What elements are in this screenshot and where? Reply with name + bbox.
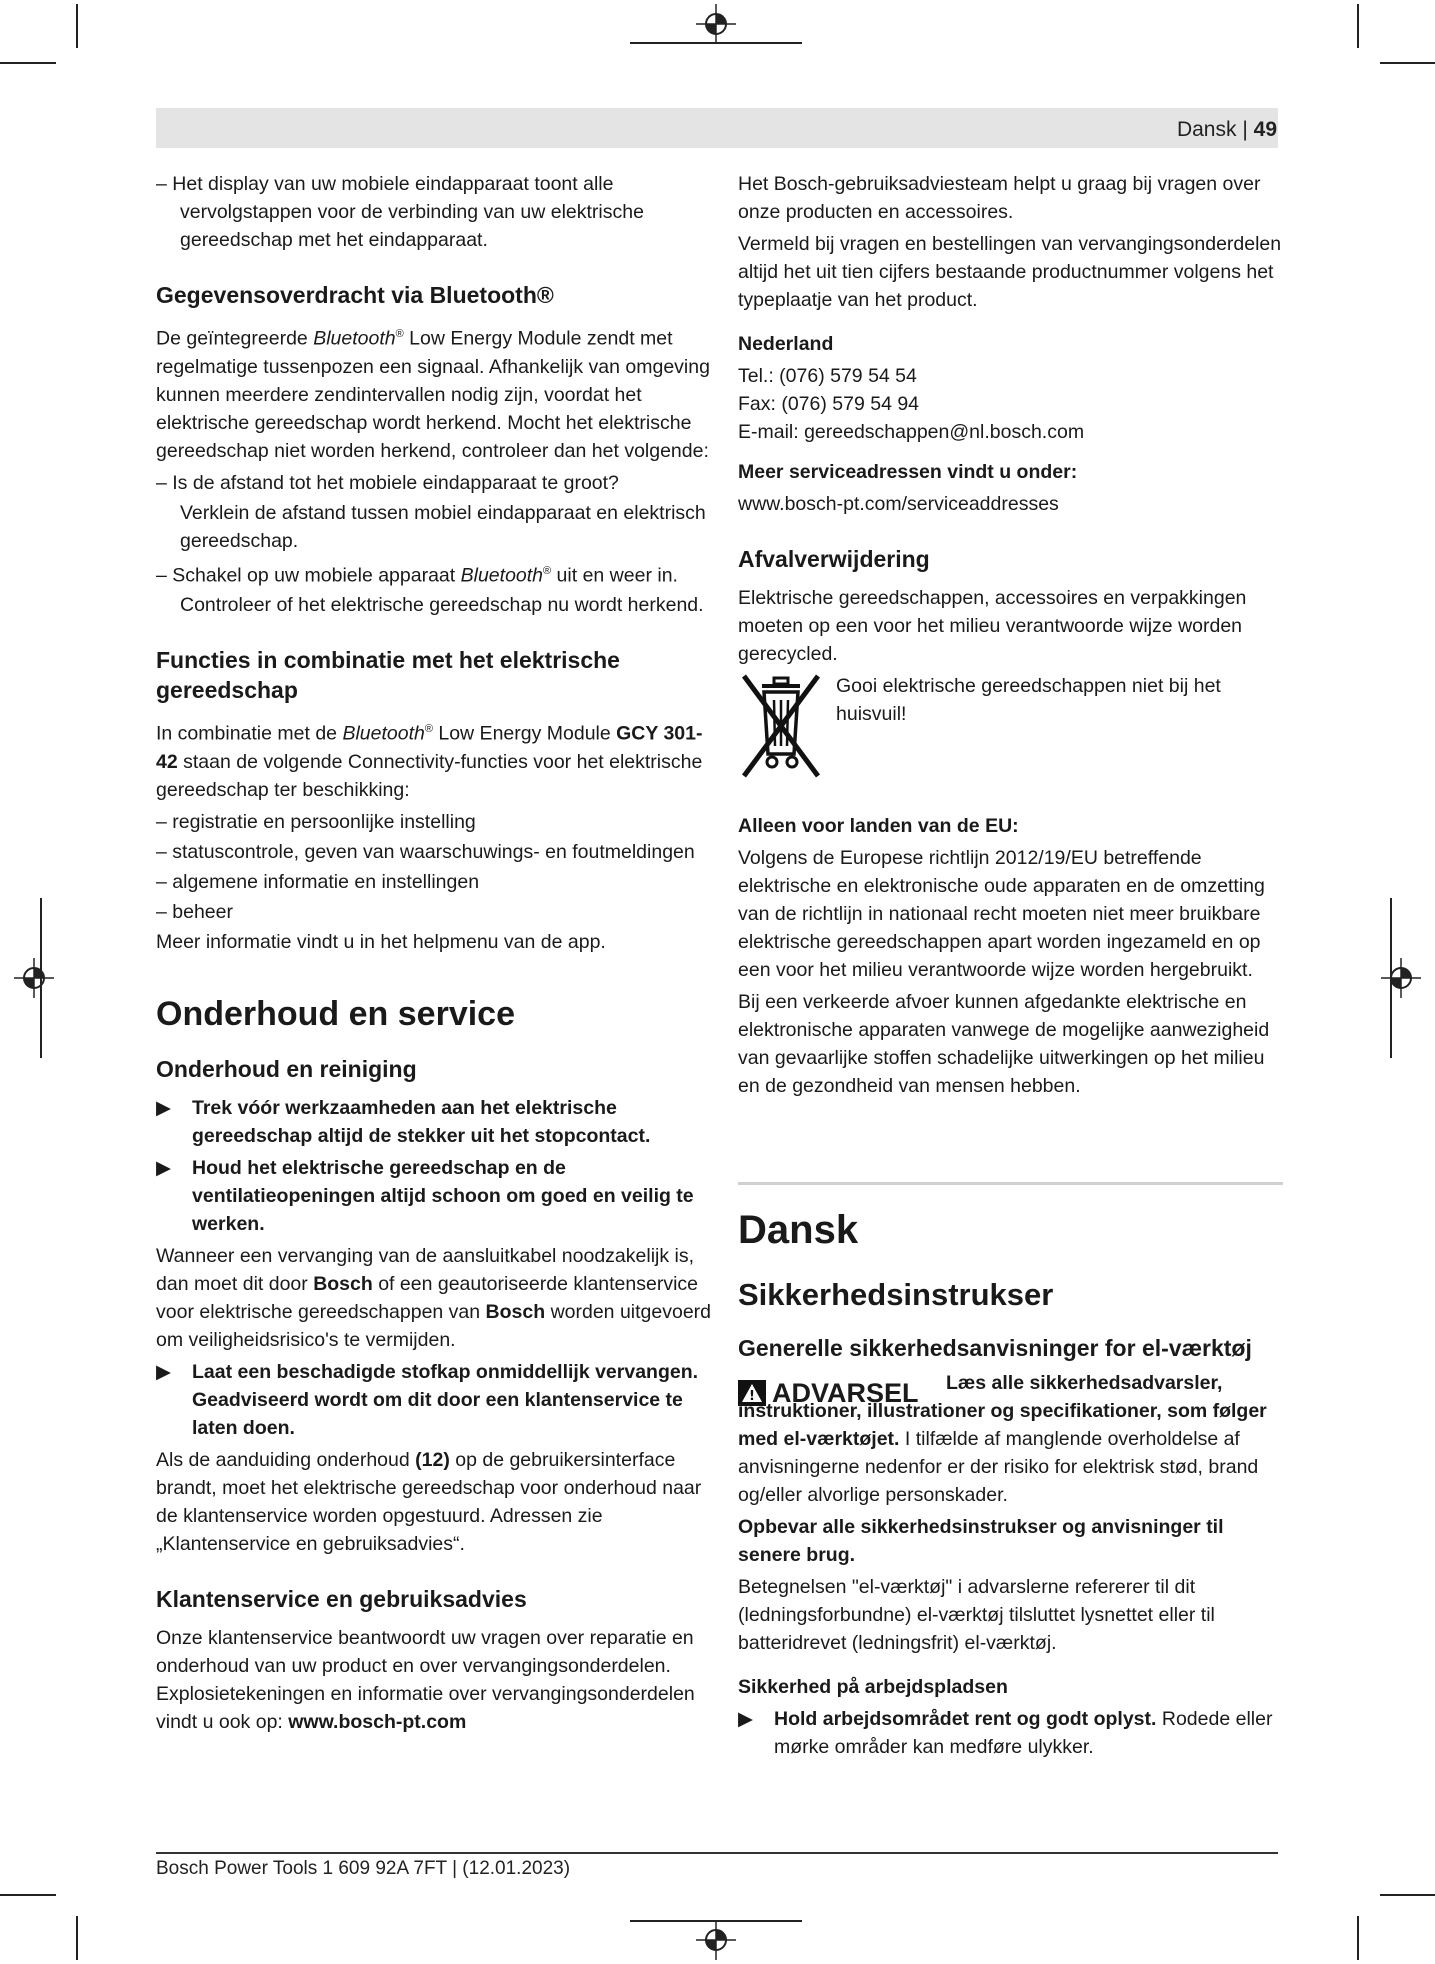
text-span: Low Energy Module zendt met regelmatige tussenpozen een signaal. Afhankelijk van omgeving kunnen meerdere zendintervallen nodig zijn, voordat het elektrische gereedschap wordt herkend. Mocht het elektrische gereedschap niet worden herkend, controleer dan het volgende: [156,327,710,462]
text-span: Low Energy Module [432,722,617,745]
registration-mark-icon [696,1920,736,1960]
country-label: Nederland [738,333,834,355]
text-span: staan de volgende Connectivity-functies voor het elektrische gereedschap ter beschikking: [156,750,703,801]
crop-mark [76,1916,78,1960]
bt-item-1: – Is de afstand tot het mobiele eindapparaat te groot? [156,471,619,494]
bt-item-2 [156,557,711,590]
cleaning-warning-3 [156,1358,711,1442]
bt-heading: Gegevensoverdracht via Bluetooth® [156,282,554,308]
header-language: Dansk [1176,118,1237,141]
bt-item-1-detail: Verklein de afstand tussen mobiel eindapparaat en elektrisch gereedschap. [180,501,706,552]
eu-paragraph-1: Volgens de Europese richtlijn 2012/19/EU betreffende elektrische en elektronische oude apparaten en de omzetting van de richtlijn in nationaal recht moeten niet meer bruikbare elektrische gereedschappen apart worden ingezameld en op een voor het milieu verantwoorde wijze worden hergebruikt. [738,847,1265,981]
text-span: Rodede eller mørke områder kan medføre ulykker. [774,1708,1273,1758]
text-span: Trek vóór werkzaamheden aan het elektrische gereedschap altijd de stekker uit het stopcontact. [192,1096,651,1147]
maintenance-paragraph [156,1446,711,1558]
cleaning-warning-1 [156,1094,711,1150]
term-paragraph: Betegnelsen "el-værktøj" i advarslerne refererer til dit (ledningsforbundne) el-værktøj tilsluttet lysnettet eller til batteridrevet (ledningsfrit) el-værktøj. [738,1576,1215,1654]
registration-mark-icon [14,958,54,998]
warning-label-text: ADVARSEL [772,1378,919,1408]
warning-paragraph [738,1369,1283,1509]
section-divider [738,1182,1283,1185]
text-span: uit en weer in. [551,564,678,586]
disposal-heading: Afvalverwijdering [738,546,930,572]
cleaning-warning-2 [156,1154,711,1238]
bt-paragraph [156,320,711,465]
order-paragraph: Vermeld bij vragen en bestellingen van vervangingsonderdelen altijd het uit tien cijfers bestaande productnummer volgens het typeplaatje van het product. [738,233,1282,311]
phone-number: Tel.: (076) 579 54 54 [738,365,917,387]
crop-mark [1357,4,1359,48]
crossed-bin-icon [738,672,824,782]
text-span: of een geautoriseerde klantenservice voor elektrische gereedschappen van [156,1272,699,1323]
text-span: I tilfælde af manglende overholdelse af anvisningerne nedenfor er der risiko for elektrisk stød, brand og/eller alvorlige personskader. [738,1428,1259,1506]
arrow-icon: ▶ [156,1360,171,1383]
text-span: op de gebruikersinterface brandt, moet het elektrische gereedschap voor onderhoud naar de klantenservice worden opgestuurd. Adressen zie „Klantenservice en gebruiksadvies“. [156,1448,702,1555]
eu-paragraph-2: Bij een verkeerde afvoer kunnen afgedankte elektrische en elektronische apparaten vanwege de mogelijke aanwezigheid van gevaarlijke stoffen schadelijke uitwerkingen op het milieu en de gezondheid van mensen hebben. [738,991,1270,1097]
eu-heading: Alleen voor landen van de EU: [738,815,1019,837]
text-span: Bosch [485,1300,546,1323]
crop-mark [1380,1894,1435,1896]
bin-note: Gooi elektrische gereedschappen niet bij het huisvuil! [836,675,1221,725]
crop-mark [0,62,56,64]
text-span: ® [395,328,404,340]
page-header [1177,118,1277,142]
language-title: Dansk [738,1208,859,1252]
header-bar [156,108,1278,148]
text-span: GCY 301-42 [156,722,703,773]
func-item: – beheer [156,900,233,923]
text-span: worden uitgevoerd om veiligheidsrisico's te vermijden. [156,1300,712,1351]
registration-mark-icon [696,4,736,44]
text-span: ® [543,564,552,577]
text-span: In combinatie met de [156,722,343,745]
more-service-url-link[interactable]: www.bosch-pt.com/serviceaddresses [738,493,1059,515]
registration-mark-icon [1381,958,1421,998]
service-paragraph [156,1624,711,1736]
text-span: – Schakel op uw mobiele apparaat [156,564,461,586]
header-separator: | [1242,118,1248,141]
text-span: ® [424,723,433,735]
func-more: Meer informatie vindt u in het helpmenu van de app. [156,930,606,953]
keep-instructions: Opbevar alle sikkerhedsinstrukser og anvisninger til senere brug. [738,1516,1224,1566]
bin-note-row [738,672,1283,782]
cleaning-heading: Onderhoud en reiniging [156,1055,417,1082]
page-footer: Bosch Power Tools 1 609 92A 7FT | (12.01.2023) [156,1858,571,1879]
page-number: 49 [1253,118,1277,141]
workplace-heading: Sikkerhed på arbejdspladsen [738,1676,1008,1698]
arrow-icon: ▶ [156,1096,171,1119]
text-span: Bluetooth [342,722,425,745]
intro-item: – Het display van uw mobiele eindapparaat toont alle vervolgstappen voor de verbinding van uw elektrische gereedschap met het eindapparaat. [156,173,644,251]
text-span: (12) [415,1448,450,1471]
safety-title: Sikkerhedsinstrukser [738,1277,1054,1312]
crop-mark [1380,62,1435,64]
text-span: De geïntegreerde [156,327,314,350]
text-span: Hold arbejdsområdet rent og godt oplyst. [774,1708,1157,1730]
arrow-icon: ▶ [156,1156,171,1179]
text-span: Onze klantenservice beantwoordt uw vragen over reparatie en onderhoud van uw product en over vervangingsonderdelen. Explosietekeningen en informatie over vervangingsonderdelen vindt u ook op: [156,1626,695,1733]
text-span: Bluetooth [460,564,544,586]
cable-paragraph [156,1242,711,1354]
right-column [738,170,1283,1765]
team-paragraph: Het Bosch-gebruiksadviesteam helpt u graag bij vragen over onze producten en accessoires. [738,173,1261,223]
func-heading: Functies in combinatie met het elektrische gereedschap [156,647,620,703]
func-item: – algemene informatie en instellingen [156,870,480,893]
text-span: Bosch [313,1272,373,1295]
footer-divider [156,1852,1278,1854]
crop-mark [1357,1916,1359,1960]
crop-mark [76,4,78,48]
more-service-label: Meer serviceadressen vindt u onder: [738,461,1078,483]
warning-exclamation: ! [749,1389,755,1403]
workplace-warning [738,1705,1283,1761]
text-span: Als de aanduiding onderhoud [156,1448,416,1471]
maintenance-title: Onderhoud en service [156,994,515,1033]
service-url-link[interactable]: www.bosch-pt.com [288,1710,467,1733]
func-paragraph [156,715,711,804]
left-column [156,170,711,1740]
fax-number: Fax: (076) 579 54 94 [738,393,920,415]
crop-mark [0,1894,56,1896]
text-span: Læs alle sikkerhedsadvarsler, instruktioner, illustrationer og specifikationer, som følger med el-værktøjet. [738,1372,1267,1450]
text-span: Laat een beschadigde stofkap onmiddellijk vervangen. Geadviseerd wordt om dit door een klantenservice te laten doen. [192,1360,699,1439]
func-item: – registratie en persoonlijke instelling [156,810,476,833]
text-span: Bluetooth [313,327,396,350]
disposal-paragraph: Elektrische gereedschappen, accessoires en verpakkingen moeten op een voor het milieu verantwoorde wijze worden gerecycled. [738,587,1247,665]
text-span: Houd het elektrische gereedschap en de ventilatieopeningen altijd schoon om goed en veilig te werken. [192,1156,694,1235]
arrow-icon: ▶ [738,1708,753,1730]
func-item: – statuscontrole, geven van waarschuwings- en foutmeldingen [156,840,695,863]
bt-item-2-detail: Controleer of het elektrische gereedschap nu wordt herkend. [180,594,704,616]
general-safety-heading: Generelle sikkerhedsanvisninger for el-værktøj [738,1335,1252,1361]
service-heading: Klantenservice en gebruiksadvies [156,1585,527,1612]
email-address[interactable]: E-mail: gereedschappen@nl.bosch.com [738,421,1085,443]
text-span: Wanneer een vervanging van de aansluitkabel noodzakelijk is, dan moet dit door [156,1244,695,1295]
